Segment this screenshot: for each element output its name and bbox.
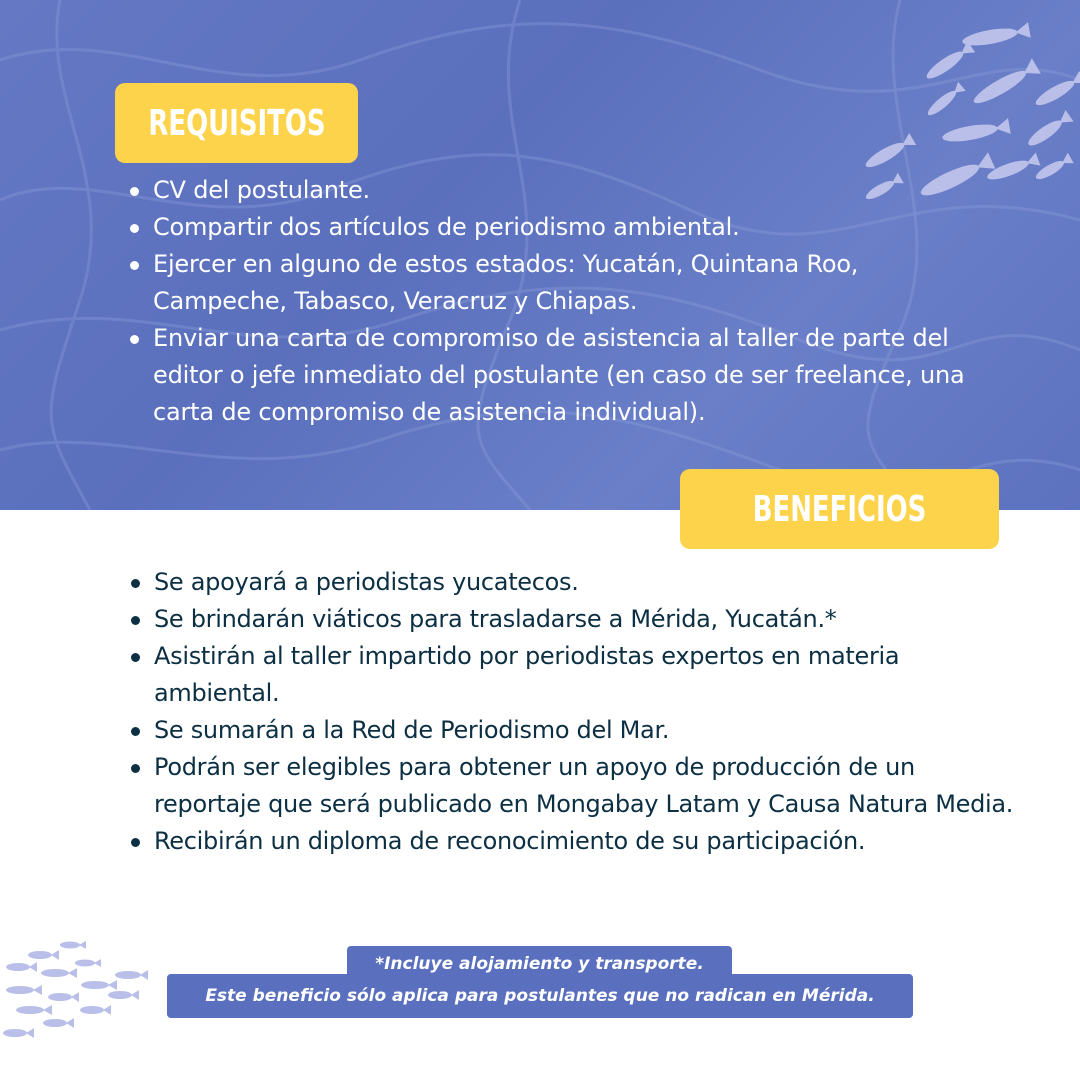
list-item: Se brindarán viáticos para trasladarse a Mérida, Yucatán.* (116, 601, 1016, 638)
list-item: Ejercer en alguno de estos estados: Yucatán, Quintana Roo, Campeche, Tabasco, Veracruz y Chiapas. (115, 246, 975, 320)
list-item: Compartir dos artículos de periodismo ambiental. (115, 209, 975, 246)
requisitos-title: REQUISITOS (147, 102, 326, 144)
footnote-text-2: Este beneficio sólo aplica para postulantes que no radican en Mérida. (205, 986, 875, 1006)
list-item: Se apoyará a periodistas yucatecos. (116, 564, 1016, 601)
requisitos-heading-badge (115, 83, 358, 163)
beneficios-list (116, 564, 1016, 860)
list-item: Asistirán al taller impartido por periodistas expertos en materia ambiental. (116, 638, 1016, 712)
footnote-text-1: *Incluye alojamiento y transporte. (375, 954, 704, 974)
list-item: CV del postulante. (115, 172, 975, 209)
list-item: Enviar una carta de compromiso de asistencia al taller de parte del editor o jefe inmediato del postulante (en caso de ser freelance, una carta de compromiso de asistencia individual). (115, 320, 975, 431)
footnote-line-2 (167, 974, 913, 1018)
requisitos-list (115, 172, 975, 431)
fish-school-icon (0, 935, 160, 1045)
beneficios-title: BENEFICIOS (752, 488, 927, 530)
list-item: Se sumarán a la Red de Periodismo del Mar. (116, 712, 1016, 749)
list-item: Podrán ser elegibles para obtener un apoyo de producción de un reportaje que será publicado en Mongabay Latam y Causa Natura Media. (116, 749, 1016, 823)
list-item: Recibirán un diploma de reconocimiento de su participación. (116, 823, 1016, 860)
beneficios-heading-badge (680, 469, 999, 549)
